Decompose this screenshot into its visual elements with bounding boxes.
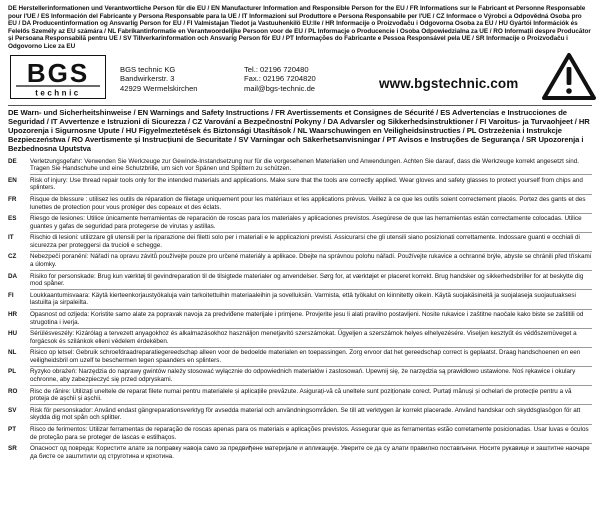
- language-code: DA: [8, 272, 18, 280]
- language-code: DE: [8, 157, 17, 165]
- entry-text: Risico op letsel: Gebruik schroefdraadreparatiegereedschap alleen voor de bedoelde materialen en toepassingen. Zorg ervoor dat het gereedschap correct is geplaatst. Draag handschoenen en een veiligheidsbril om uzelf te beschermen tegen spaanders en splinters.: [30, 349, 581, 364]
- language-code: PL: [8, 368, 17, 376]
- safety-entry: [8, 253, 592, 268]
- safety-entry: [8, 349, 592, 364]
- warning-triangle-icon: [541, 52, 597, 102]
- language-code: HR: [8, 310, 18, 318]
- language-code: PT: [8, 425, 17, 433]
- language-code: HU: [8, 330, 18, 338]
- safety-entry: [8, 234, 592, 249]
- entry-divider: [30, 213, 592, 214]
- language-code: NL: [8, 349, 17, 357]
- language-code: FI: [8, 291, 14, 299]
- entry-divider: [30, 251, 592, 252]
- company-contact: [244, 65, 316, 94]
- entry-divider: [30, 385, 592, 386]
- entry-divider: [30, 443, 592, 444]
- safety-entry: [8, 292, 592, 307]
- logo-subtext: technic: [35, 88, 81, 98]
- language-code: ES: [8, 215, 17, 223]
- entry-text: Risk för personskador: Använd endast gängreparationsverktyg för avsedda material och användningsområden. Se till att verktygen är korrekt placerade. Använd handskar och skyddsglasögon för att skydda dig mot spån och splitter.: [30, 406, 581, 422]
- language-code: RO: [8, 387, 18, 395]
- safety-entry: [8, 196, 592, 211]
- company-city: 42929 Wermelskirchen: [120, 83, 198, 93]
- entry-divider: [30, 194, 592, 195]
- entry-text: Ryzyko obrażeń: Narzędzia do naprawy gwintów należy stosować wyłącznie do odpowiednich materiałów i zastosowań. Upewnij się, że narzędzia są prawidłowo ustawione. Noś rękawice i okulary ochronne, aby zabezpieczyć się przed odpryskami.: [30, 368, 576, 384]
- safety-entry: [8, 407, 592, 422]
- entry-text: Risc de rănire: Utilizați uneltele de reparat filete numai pentru materialele și aplicațiile prevăzute. Asigurați-vă că uneltele sunt poziționate corect. Purtați mănuși și ochelari de protecție pentru a vă proteja de așchii și așchii.: [30, 387, 572, 403]
- language-code: EN: [8, 176, 17, 184]
- entry-divider: [30, 232, 592, 233]
- company-tel: Tel.: 02196 720480: [244, 64, 309, 74]
- language-code: CZ: [8, 253, 17, 261]
- entry-divider: [30, 289, 592, 290]
- entry-divider: [30, 309, 592, 310]
- safety-entry: [8, 215, 592, 230]
- entry-text: Loukkaantumisvaara: Käytä kierteenkorjaustyökaluja vain tarkoitettuihin materiaaleihin ja sovelluksiin. Varmista, että työkalut on kiinnitetty oikein. Käytä suojakäsineitä ja suojalaseja suojautuaksesi lastuilta ja sirpaleilta.: [30, 291, 576, 307]
- entry-text: Risque de blessure : utilisez les outils de réparation de filetage uniquement pour les matériaux et les applications prévus. Veillez à ce que les outils soient correctement placés. Portez des gants et des lunettes de protection pour vous protéger des copeaux et des éclats.: [30, 195, 586, 211]
- company-fax: Fax.: 02196 7204820: [244, 74, 316, 84]
- company-street: Bandwirkerstr. 3: [120, 74, 175, 84]
- entry-text: Riesgo de lesiones: Utilice únicamente herramientas de reparación de roscas para los materiales y aplicaciones previstos. Asegúrese de que las herramientas están correctamente colocadas. Utilice guantes y gafas de seguridad para protegerse de virutas y astillas.: [30, 215, 582, 230]
- entry-text: Опасност од повреда: Користите алате за поправку навоја само за предвиђене материјале и апликације. Уверите се да су алати правилно постављени. Носите рукавице и заштитне наочаре да бисте се заштитили од струготина и крхотина.: [30, 445, 590, 460]
- safety-entries: [8, 158, 592, 461]
- logo-text: BGS: [26, 57, 90, 88]
- safety-entry: [8, 368, 592, 383]
- company-mail: mail@bgs-technic.de: [244, 83, 316, 93]
- entry-text: Opasnost od ozljeda: Koristite samo alate za popravak navoja za predviđene materijale i primjene. Provjerite jesu li alati pravilno postavljeni. Nosite rukavice i zaštitne naočale kako biste se zaštitili od strugotina i iverja.: [30, 310, 584, 326]
- entry-text: Verletzungsgefahr: Verwenden Sie Werkzeuge zur Gewinde-Instandsetzung nur für die vorgesehenen Materialien und Anwendungen. Achten Sie darauf, dass die Werkzeuge korrekt angesetzt sind. Tragen Sie Handschuhe und eine Schutzbrille, um sich vor Spänen und Splittern zu schützen.: [30, 157, 579, 173]
- safety-entry: [8, 273, 592, 288]
- safety-entry: [8, 445, 592, 460]
- entry-text: Risk of injury: Use thread repair tools only for the intended materials and applications. Make sure that the tools are correctly applied. Wear gloves and safety glasses to protect yourself from chips and splinters.: [30, 176, 583, 192]
- header-divider: [8, 105, 592, 106]
- safety-entry: [8, 388, 592, 403]
- manufacturer-header: DE Herstellerinformationen und Verantwortliche Person für die EU / EN Manufacturer Information and Responsible Person for the EU / FR Informations sur le Fabricant et Personne Responsable pour l'UE / ES Información del Fabricante y Persona Responsable para la UE / IT Informazioni sul Produttore e Persona Responsabile per l'UE / CZ Informace o Výrobci a Odpovědná Osoba pro EU / DA Producentinformation og Ansvarlig Person for EU / FI Valmistajan Tiedot ja Vastuuhenkilö EU:lle / HR Informacije o Proizvođaču i Odgovorna Osoba za EU / HU Gyártói Információk és Felelős Személy az EU számára / NL Fabrikantinformatie en Verantwoordelijke Persoon voor de EU / PL Informacje o Producencie i Osoba Odpowiedzialna za UE / RO Informații despre Producător și Persoana Responsabilă pentru UE / SV Tillverkarinformation och Ansvarig Person för EU / PT Informações do Fabricante e Pessoa Responsável pela UE / SR Informacije o Proizvođaču i Odgovorno Lice za EU: [8, 5, 591, 50]
- language-code: SR: [8, 445, 17, 453]
- company-name: BGS technic KG: [120, 64, 176, 74]
- entry-divider: [30, 424, 592, 425]
- safety-entry: [8, 177, 592, 192]
- company-website: www.bgstechnic.com: [379, 75, 519, 91]
- safety-header: DE Warn- und Sicherheitshinweise / EN Warnings and Safety Instructions / FR Avertissements et Consignes de Sécurité / ES Advertencias e Instrucciones de Seguridad / IT Avvertenze e Istruzioni di Sicurezza / CZ Varování a Bezpečnostní Pokyny / DA Advarsler og Sikkerhedsinstruktioner / FI Varoitus- ja Turvaohjeet / HR Upozorenja i Sigurnosne Upute / HU Figyelmeztetések és Biztonsági Utasítások / NL Waarschuwingen en Veiligheidsinstructies / PL Ostrzeżenia i Instrukcje Bezpieczeństwa / RO Avertismente și Instrucțiuni de Securitate / SV Varningar och Säkerhetsanvisningar / PT Avisos e Instruções de Segurança / SR Upozorenja i Bezbednosna Uputstva: [8, 107, 590, 154]
- entry-divider: [30, 347, 592, 348]
- entry-divider: [30, 404, 592, 405]
- entry-divider: [30, 366, 592, 367]
- language-code: IT: [8, 234, 14, 242]
- entry-divider: [30, 174, 592, 175]
- company-address: [120, 65, 198, 94]
- company-block: [8, 54, 592, 104]
- safety-entry: [8, 426, 592, 441]
- entry-text: Nebezpečí poranění: Nářadí na opravu závitů používejte pouze pro určené materiály a aplikace. Dbejte na správnou polohu nářadí. Používejte rukavice a ochranné brýle, abyste se chránili před třískami a úlomky.: [30, 253, 592, 269]
- bgs-logo: [10, 55, 106, 99]
- entry-text: Rischio di lesioni: utilizzare gli utensili per la riparazione dei filetti solo per i materiali e le applicazioni previsti. Assicurarsi che gli utensili siano posizionati correttamente. Indossare guanti e occhiali di sicurezza per proteggersi da trucioli e schegge.: [30, 234, 580, 249]
- entry-text: Risiko for personskade: Brug kun værktøj til gevindreparation til de tilsigtede materialer og anvendelser. Sørg for, at værktøjet er placeret korrekt. Brug handsker og sikkerhedsbriller for at beskytte dig mod spåner.: [30, 272, 584, 288]
- entry-text: Risco de ferimentos: Utilizar ferramentas de reparação de roscas apenas para os materiais e aplicações previstos. Assegurar que as ferramentas estão corretamente posicionadas. Usar luvas e óculos de proteção para se proteger de lascas e estilhaços.: [30, 425, 589, 441]
- entry-text: Sérülésveszély: Kizárólag a tervezett anyagokhoz és alkalmazásokhoz használjon menetjavító szerszámokat. Ügyeljen a szerszámok helyes elhelyezésére. Viseljen kesztyűt és védőszemüveget a forgácsok és szilánkok elleni védelem érdekében.: [30, 330, 577, 345]
- safety-entry: [8, 311, 592, 326]
- entry-divider: [30, 328, 592, 329]
- language-code: SV: [8, 406, 17, 414]
- safety-entry: [8, 158, 592, 173]
- safety-entry: [8, 330, 592, 345]
- language-code: FR: [8, 195, 17, 203]
- entry-divider: [30, 270, 592, 271]
